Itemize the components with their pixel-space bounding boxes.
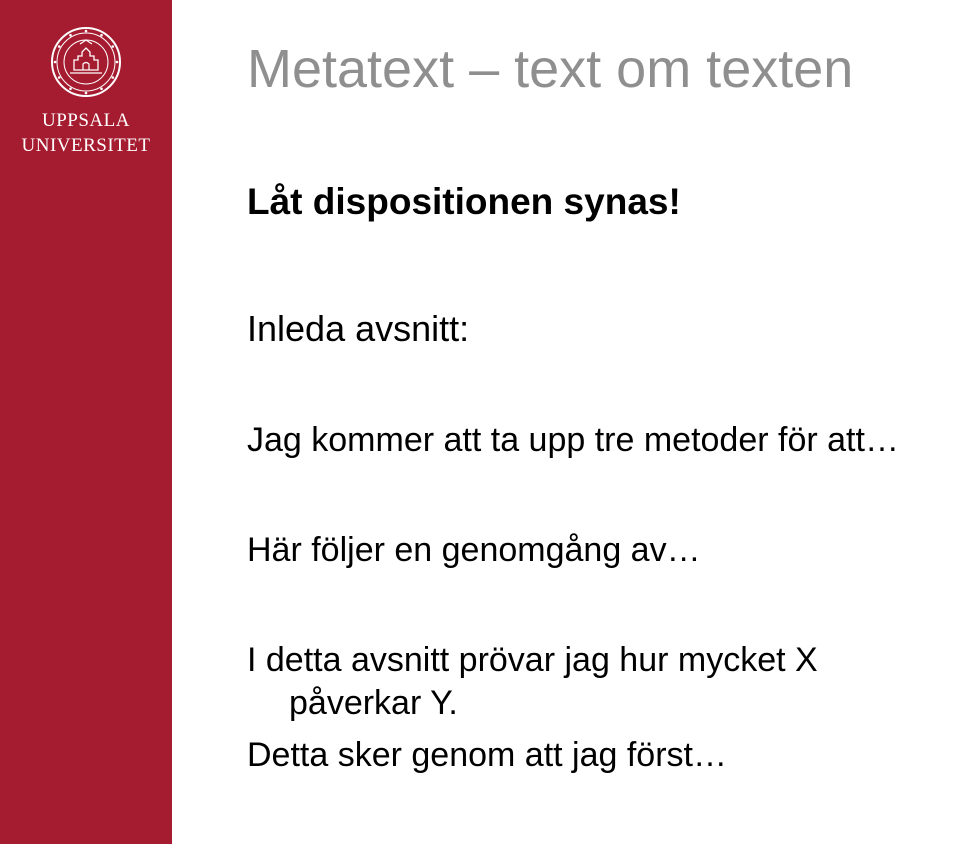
example-line: Detta sker genom att jag först… <box>247 736 727 774</box>
slide-subtitle: Låt dispositionen synas! <box>247 181 681 222</box>
university-name-line1: UPPSALA <box>42 110 130 131</box>
example-line-continuation: påverkar Y. <box>289 684 458 722</box>
university-seal-icon <box>50 26 122 98</box>
slide-title: Metatext – text om texten <box>247 39 854 99</box>
example-line: I detta avsnitt prövar jag hur mycket X <box>247 641 818 679</box>
example-line: Här följer en genomgång av… <box>247 531 701 569</box>
university-sidebar <box>0 0 172 844</box>
section-heading: Inleda avsnitt: <box>247 308 470 349</box>
university-name-line2: UNIVERSITET <box>21 135 151 156</box>
example-line: Jag kommer att ta upp tre metoder för att… <box>247 421 899 459</box>
